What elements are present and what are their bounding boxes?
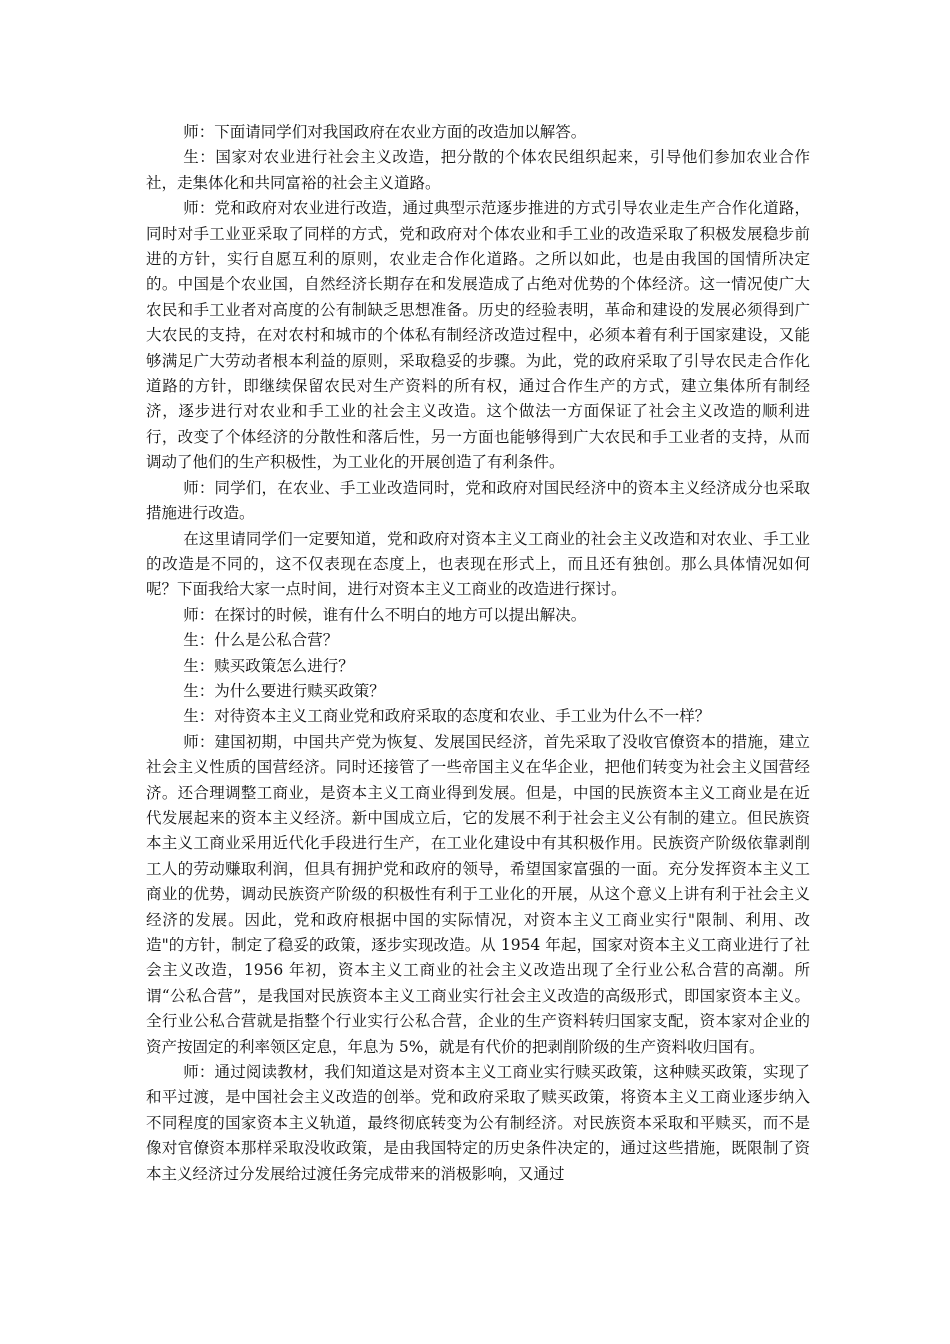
paragraph-student-question-2: 生：赎买政策怎么进行？ [183,656,354,675]
document-body [146,120,810,1187]
paragraph-teacher-agriculture-explanation: 师：党和政府对农业进行改造，通过典型示范逐步推进的方式引导农业走生产合作化道路，同时对手工业亚采取了同样的方式，党和政府对个体农业和手工业的改造采取了积极发展稳步前进的方针，实行自愿互利的原则，农业走合作化道路。之所以如此，也是由我国的国情所决定的。中国是个农业国，自然经济长期存在和发展造成了占绝对优势的个体经济。这一情况使广大农民和手工业者对高度的公有制缺乏思想准备。历史的经验表明，革命和建设的发展必须得到广大农民的支持，在对农村和城市的个体私有制经济改造过程中，必须本着有利于国家建设，又能够满足广大劳动者根本利益的原则，采取稳妥的步骤。为此，党的政府采取了引导农民走合作化道路的方针，即继续保留农民对生产资料的所有权，通过合作生产的方式，建立集体所有制经济，逐步进行对农业和手工业的社会主义改造。这个做法一方面保证了社会主义改造的顺利进行，改变了个体经济的分散性和落后性，另一方面也能够得到广大农民和手工业者的支持，从而调动了他们的生产积极性，为工业化的开展创造了有利条件。 [146,199,810,472]
paragraph-teacher-capitalist-intro: 师：同学们，在农业、手工业改造同时，党和政府对国民经济中的资本主义经济成分也采取措施进行改造。 [146,478,810,523]
paragraph-teacher-redemption-policy: 师：通过阅读教材，我们知道这是对资本主义工商业实行赎买政策，这种赎买政策，实现了和平过渡，是中国社会主义改造的创举。党和政府采取了赎买政策，将资本主义工商业逐步纳入不同程度的国家资本主义轨道，最终彻底转变为公有制经济。对民族资本采取和平赎买，而不是像对官僚资本那样采取没收政策，是由我国特定的历史条件决定的，通过这些措施，既限制了资本主义经济过分发展给过渡任务完成带来的消极影响，又通过 [146,1063,810,1183]
paragraph-student-question-1: 生：什么是公私合营？ [183,631,339,650]
paragraph-teacher-ask-questions: 师：在探讨的时候，谁有什么不明白的地方可以提出解决。 [183,605,587,624]
paragraph-student-question-3: 生：为什么要进行赎买政策？ [183,681,385,700]
paragraph-student-answer-agriculture: 生：国家对农业进行社会主义改造，把分散的个体农民组织起来，引导他们参加农业合作社，走集体化和共同富裕的社会主义道路。 [146,148,810,192]
paragraph-teacher-discussion-prompt: 在这里请同学们一定要知道，党和政府对资本主义工商业的社会主义改造和对农业、手工业的改造是不同的，这不仅表现在态度上，也表现在形式上，而且还有独创。那么具体情况如何呢？下面我给大家一点时间，进行对资本主义工商业的改造进行探讨。 [146,529,810,599]
paragraph-teacher-history-explanation: 师：建国初期，中国共产党为恢复、发展国民经济，首先采取了没收官僚资本的措施，建立社会主义性质的国营经济。同时还接管了一些帝国主义在华企业，把他们转变为社会主义国营经济。还合理调整工商业，是资本主义工商业得到发展。但是，中国的民族资本主义工商业是在近代发展起来的资本主义经济。新中国成立后，它的发展不利于社会主义公有制的建立。但民族资本主义工商业采用近代化手段进行生产，在工业化建设中有其积极作用。民族资产阶级依靠剥削工人的劳动赚取利润，但具有拥护党和政府的领导，希望国家富强的一面。充分发挥资本主义工商业的优势，调动民族资产阶级的积极性有利于工业化的开展，从这个意义上讲有利于社会主义经济的发展。因此，党和政府根据中国的实际情况，对资本主义工商业实行"限制、利用、改造"的方针，制定了稳妥的政策，逐步实现改造。从 1954 年起，国家对资本主义工商业进行了社会主义改造，1956 年初，资本主义工商业的社会主义改造出现了全行业公私合营的高潮。所谓“公私合营”，是我国对民族资本主义工商业实行社会主义改造的高级形式，即国家资本主义。全行业公私合营就是指整个行业实行公私合营，企业的生产资料转归国家支配，资本家对企业的资产按固定的利率领区定息，年息为 5%，就是有代价的把剥削阶级的生产资料收归国有。 [146,732,810,1056]
paragraph-teacher-question: 师：下面请同学们对我国政府在农业方面的改造加以解答。 [183,123,587,141]
paragraph-student-question-4: 生：对待资本主义工商业党和政府采取的态度和农业、手工业为什么不一样？ [183,707,711,726]
